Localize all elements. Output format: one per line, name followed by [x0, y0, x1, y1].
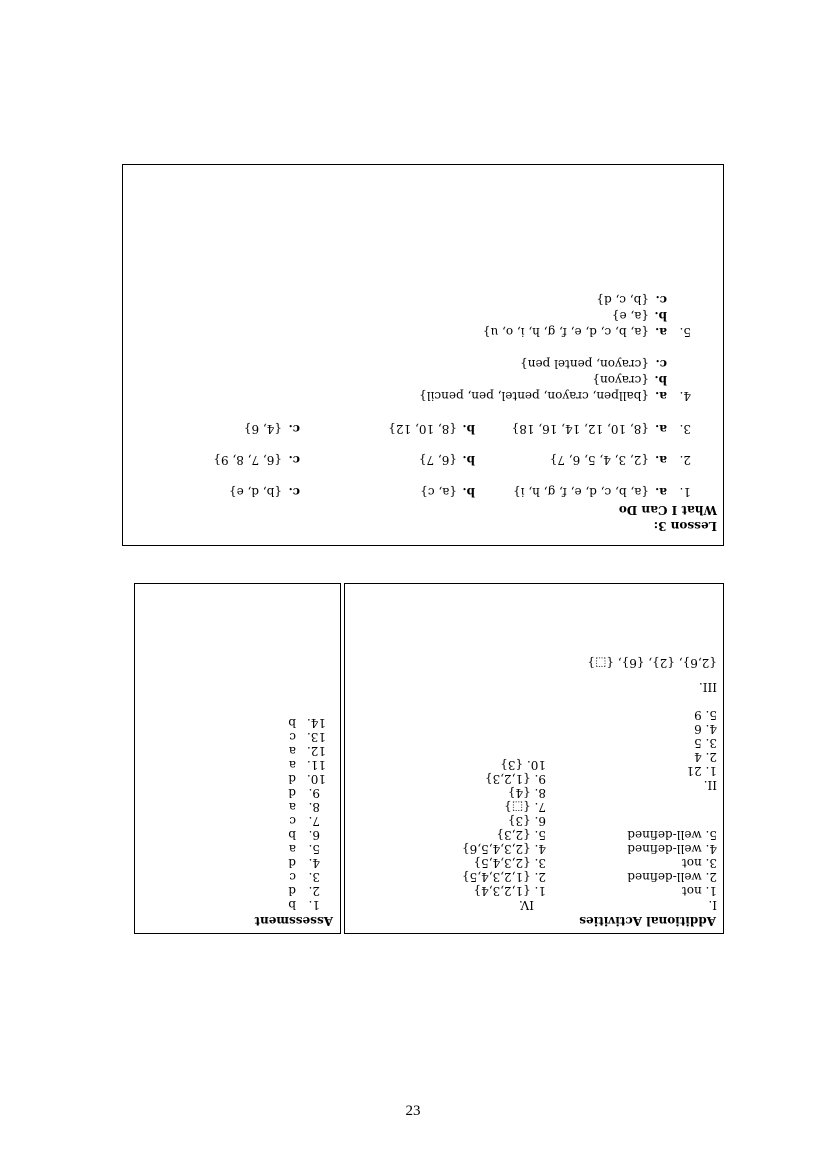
section-IV-item: 1. {1,2,3,4} — [473, 884, 546, 898]
assessment-item-number: 2. — [308, 884, 320, 898]
section-III-label: III. — [698, 680, 717, 694]
assessment-item-answer: b — [288, 716, 296, 730]
lesson3-letter-b: b. — [462, 485, 475, 499]
section-II-item: 3. 5 — [694, 736, 717, 750]
lesson3-letter-c: c. — [288, 422, 300, 436]
assessment-item-answer: b — [288, 898, 296, 912]
section-III-answer: {2,6}, {2}, {6}, {⬚} — [587, 656, 717, 670]
lesson3-answer-b: {6, 7} — [418, 453, 457, 467]
lesson3-heading: Lesson 3: — [653, 519, 717, 533]
lesson3-answer-b: {a, c} — [420, 485, 457, 499]
assessment-item-answer: a — [288, 800, 296, 814]
lesson3-letter-b: b. — [462, 422, 475, 436]
section-I-item: 3. not — [681, 856, 717, 870]
lesson3-answer-b: {a, e} — [611, 309, 649, 323]
lesson3-letter-b: b. — [654, 309, 667, 323]
lesson3-letter-a: a. — [655, 389, 667, 403]
lesson3-answer-c: {4, 6} — [243, 422, 282, 436]
lesson3-answer-c: {crayon, pentel pen} — [520, 357, 649, 371]
section-IV-item: 5. {2,3} — [496, 828, 546, 842]
lesson3-answer-a: {8, 10, 12, 14, 16, 18} — [511, 422, 649, 436]
lesson3-letter-a: a. — [655, 422, 667, 436]
section-IV-item: 8. {4} — [507, 786, 546, 800]
lesson3-answer-a: {2, 3, 4, 5, 6, 7} — [549, 453, 649, 467]
section-IV-item: 10. {3} — [500, 758, 546, 772]
assessment-item-number: 11. — [306, 758, 326, 772]
assessment-item-number: 9. — [308, 786, 320, 800]
assessment-heading: Assessment — [254, 914, 333, 928]
section-IV-item: 7. {⬚} — [504, 800, 546, 814]
additional-rotated-content — [345, 584, 723, 933]
assessment-item-answer: a — [288, 842, 296, 856]
assessment-item-answer: d — [288, 772, 296, 786]
lesson3-letter-c: c. — [655, 357, 667, 371]
assessment-item-number: 8. — [308, 800, 320, 814]
lesson3-rotated-content — [123, 165, 723, 545]
section-IV-label: IV. — [518, 898, 534, 912]
lesson3-answer-a: {ballpen, crayon, pentel, pen, pencil} — [419, 389, 649, 403]
assessment-item-number: 3. — [308, 870, 320, 884]
lesson3-answer-c: {6, 7, 8, 9} — [213, 453, 282, 467]
section-I-item: 1. not — [681, 884, 717, 898]
lesson3-item-number: 3. — [679, 422, 691, 436]
assessment-item-number: 14. — [306, 716, 326, 730]
lesson3-answer-b: {8, 10, 12} — [388, 422, 457, 436]
assessment-item-number: 4. — [308, 856, 320, 870]
section-II-item: 4. 6 — [694, 722, 717, 736]
section-II-item: 2. 4 — [694, 750, 717, 764]
lesson3-item-number: 5. — [679, 325, 691, 339]
assessment-item-answer: d — [288, 856, 296, 870]
lesson3-answer-a: {a, b, c, d, e, f, g, h, i} — [513, 485, 649, 499]
lesson3-answer-c: {b, c, d} — [596, 293, 649, 307]
assessment-item-number: 10. — [306, 772, 326, 786]
assessment-item-number: 12. — [306, 744, 326, 758]
lesson3-letter-c: c. — [655, 293, 667, 307]
assessment-item-answer: c — [289, 730, 296, 744]
lesson3-letter-b: b. — [654, 373, 667, 387]
additional-heading: Additional Activities — [579, 914, 716, 928]
section-II-label: II. — [703, 778, 717, 792]
lesson3-answer-a: {a, b, c, d, e, f, g, h, i, o, u} — [482, 325, 649, 339]
section-IV-item: 2. {1,2,3,4,5} — [462, 870, 546, 884]
lesson3-letter-a: a. — [655, 325, 667, 339]
assessment-item-answer: d — [288, 884, 296, 898]
section-I-item: 4. well-defined — [627, 842, 717, 856]
assessment-item-number: 7. — [308, 814, 320, 828]
lesson3-item-number: 2. — [679, 453, 691, 467]
section-I-item: 5. well-defined — [627, 828, 717, 842]
assessment-item-answer: c — [289, 870, 296, 884]
section-I-label: I. — [708, 898, 717, 912]
lesson3-item-number: 4. — [679, 389, 691, 403]
lesson3-box — [122, 164, 724, 546]
section-I-item: 2. well-defined — [627, 870, 717, 884]
lesson3-letter-a: a. — [655, 485, 667, 499]
assessment-item-number: 6. — [308, 828, 320, 842]
assessment-box — [134, 583, 341, 934]
lesson3-answer-c: {b, d, e} — [229, 485, 282, 499]
assessment-item-answer: d — [288, 786, 296, 800]
lesson3-subheading: What I Can Do — [618, 503, 717, 517]
section-IV-item: 9. {1,2,3} — [484, 772, 546, 786]
lesson3-letter-b: b. — [462, 453, 475, 467]
additional-activities-box — [344, 583, 724, 934]
lesson3-letter-c: c. — [288, 453, 300, 467]
lesson3-letter-a: a. — [655, 453, 667, 467]
section-II-item: 5. 9 — [694, 708, 717, 722]
assessment-item-answer: b — [288, 828, 296, 842]
assessment-item-answer: a — [288, 744, 296, 758]
assessment-item-number: 13. — [306, 730, 326, 744]
section-II-item: 1. 21 — [686, 764, 717, 778]
assessment-item-answer: a — [288, 758, 296, 772]
assessment-item-answer: c — [289, 814, 296, 828]
section-IV-item: 4. {2,3,4,5,6} — [462, 842, 546, 856]
lesson3-answer-b: {crayon} — [592, 373, 649, 387]
lesson3-letter-c: c. — [288, 485, 300, 499]
assessment-item-number: 5. — [308, 842, 320, 856]
page-number: 23 — [405, 1103, 421, 1119]
assessment-item-number: 1. — [308, 898, 320, 912]
lesson3-item-number: 1. — [679, 485, 691, 499]
assessment-rotated-content — [135, 584, 340, 933]
section-IV-item: 3. {2,3,4,5} — [473, 856, 546, 870]
section-IV-item: 6. {3} — [507, 814, 546, 828]
